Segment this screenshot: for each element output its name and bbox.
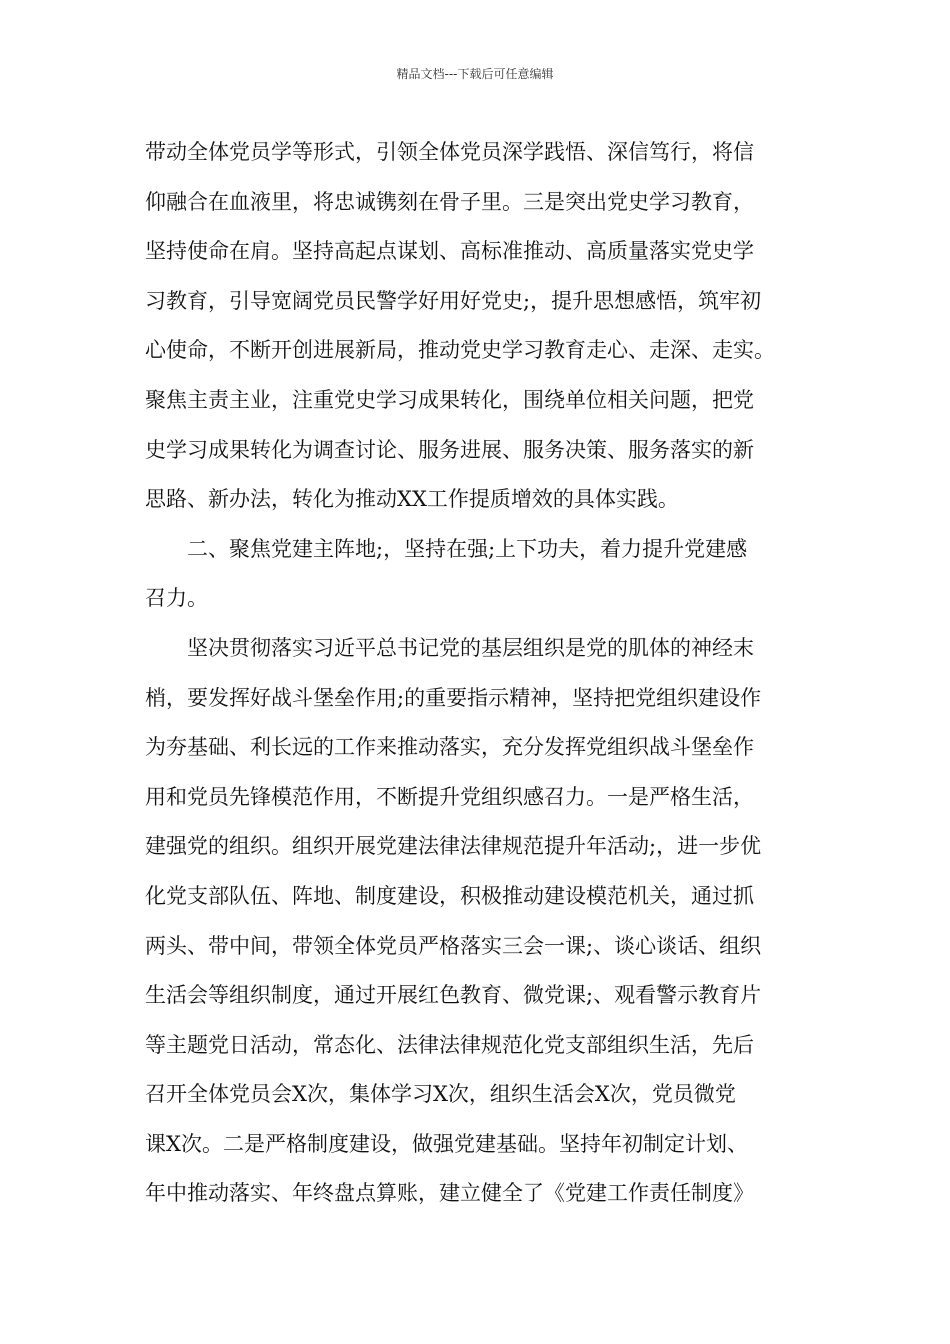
text-line: 思路、新办法，转化为推动XX工作提质增效的具体实践。 <box>145 487 679 512</box>
text-line: 两头、带中间，带领全体党员严格落实三会一课;、谈心谈话、组织 <box>145 933 762 958</box>
text-line: 召开全体党员会X次，集体学习X次，组织生活会X次，党员微党 <box>145 1082 736 1107</box>
text-line: 化党支部队伍、阵地、制度建设，积极推动建设模范机关，通过抓 <box>145 883 754 908</box>
text-line: 习教育，引导宽阔党员民警学好用好党史;，提升思想感悟，筑牢初 <box>145 288 762 313</box>
text-line: 生活会等组织制度，通过开展红色教育、微党课;、观看警示教育片 <box>145 983 762 1008</box>
text-line: 史学习成果转化为调查讨论、服务进展、服务决策、服务落实的新 <box>145 437 754 462</box>
text-line: 聚焦主责主业，注重党史学习成果转化，围绕单位相关问题，把党 <box>145 387 754 412</box>
document-body <box>145 128 815 1219</box>
section-heading-line: 召力。 <box>145 586 208 611</box>
text-line: 心使命，不断开创进展新局，推动党史学习教育走心、走深、走实。 <box>145 338 775 363</box>
section-heading-line: 二、聚焦党建主阵地;，坚持在强;上下功夫，着力提升党建感 <box>145 536 748 561</box>
text-line: 仰融合在血液里，将忠诚镌刻在骨子里。三是突出党史学习教育， <box>145 189 754 214</box>
text-line: 为夯基础、利长远的工作来推动落实，充分发挥党组织战斗堡垒作 <box>145 735 754 760</box>
text-line: 带动全体党员学等形式，引领全体党员深学践悟、深信笃行，将信 <box>145 140 754 164</box>
text-line: 坚持使命在肩。坚持高起点谋划、高标准推动、高质量落实党史学 <box>145 239 754 264</box>
text-line: 建强党的组织。组织开展党建法律法律规范提升年活动;，进一步优 <box>145 834 762 859</box>
text-line: 等主题党日活动，常态化、法律法律规范化党支部组织生活，先后 <box>145 1032 754 1057</box>
text-line: 梢，要发挥好战斗堡垒作用;的重要指示精神，坚持把党组织建设作 <box>145 685 762 710</box>
page-header: 精品文档---下载后可任意编辑 <box>396 67 554 81</box>
text-line: 年中推动落实、年终盘点算账，建立健全了《党建工作责任制度》 <box>145 1181 754 1206</box>
text-line: 用和党员先锋模范作用，不断提升党组织感召力。一是严格生活， <box>145 784 754 809</box>
paragraph-first-line: 坚决贯彻落实习近平总书记党的基层组织是党的肌体的神经末 <box>145 635 754 660</box>
text-line: 课X次。二是严格制度建设，做强党建基础。坚持年初制定计划、 <box>145 1131 748 1156</box>
